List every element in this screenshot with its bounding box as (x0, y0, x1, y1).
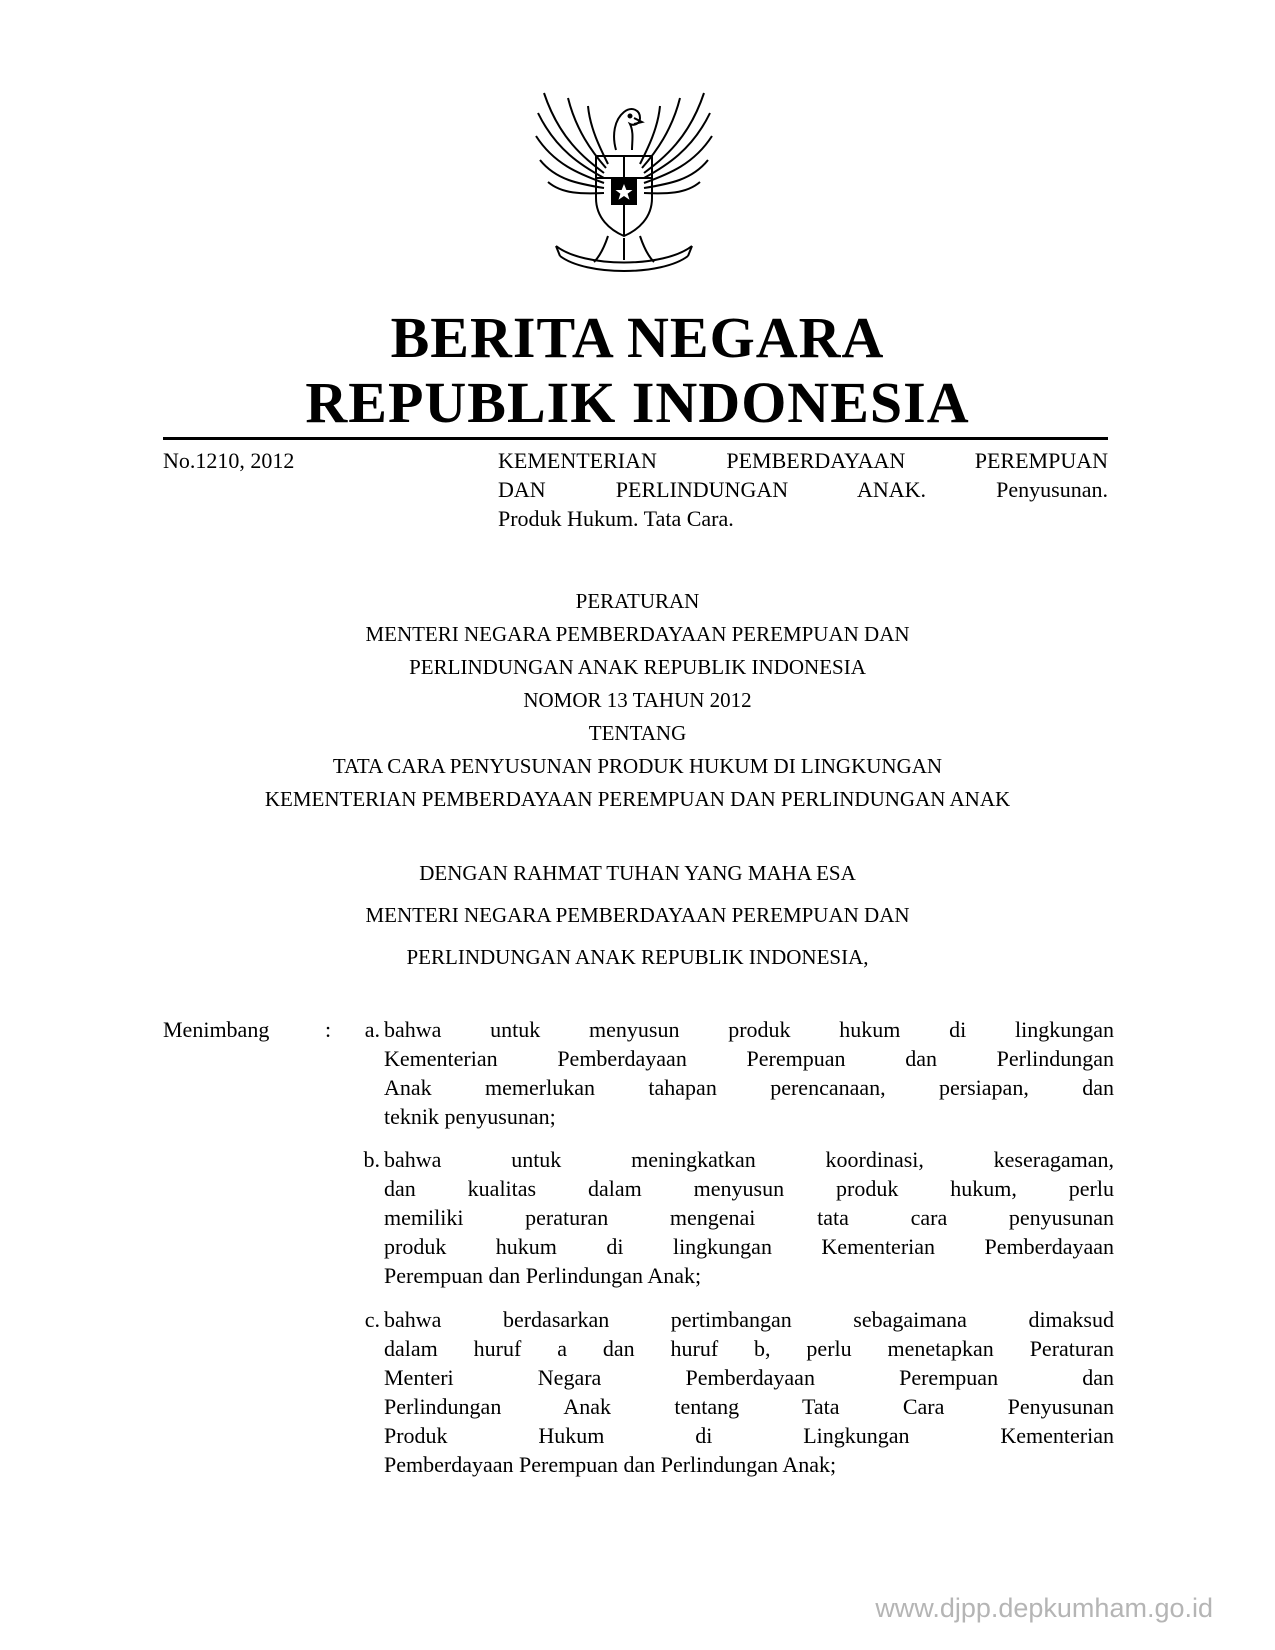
considering-colon: : (325, 1017, 332, 1042)
gazette-subject (498, 446, 1108, 533)
subject-line: Produk Hukum. Tata Cara. (498, 506, 734, 531)
regulation-heading-line: TENTANG (588, 721, 687, 745)
subject-line: KEMENTERIAN PEMBERDAYAAN PEREMPUAN (498, 448, 1108, 473)
item-line: Pemberdayaan Perempuan dan Perlindungan Anak; (384, 1452, 837, 1477)
item-letter: b. (363, 1147, 380, 1172)
item-line: Perlindungan Anak tentang Tata Cara Penyusunan (384, 1394, 1114, 1419)
considering-label: Menimbang (163, 1017, 270, 1042)
item-line: Anak memerlukan tahapan perencanaan, persiapan, dan (384, 1075, 1114, 1100)
regulation-heading-line: TATA CARA PENYUSUNAN PRODUK HUKUM DI LINGKUNGAN (332, 754, 943, 778)
item-letter: c. (364, 1307, 380, 1332)
subject-line: DAN PERLINDUNGAN ANAK. Penyusunan. (498, 477, 1108, 502)
item-body (384, 1015, 1114, 1131)
masthead-line-1: BERITA NEGARA (390, 305, 885, 370)
item-line: produk hukum di lingkungan Kementerian Pemberdayaan (384, 1234, 1114, 1259)
item-line: bahwa untuk menyusun produk hukum di lingkungan (384, 1017, 1114, 1042)
regulation-heading-line: NOMOR 13 TAHUN 2012 (523, 688, 752, 712)
gazette-number: No.1210, 2012 (163, 448, 295, 473)
item-line: dalam huruf a dan huruf b, perlu menetapkan Peraturan (384, 1336, 1114, 1361)
item-line: bahwa untuk meningkatkan koordinasi, keseragaman, (384, 1147, 1114, 1172)
source-watermark: www.djpp.depkumham.go.id (875, 1593, 1213, 1623)
masthead-divider (163, 437, 1108, 440)
item-letter: a. (364, 1017, 380, 1042)
regulation-heading-line: MENTERI NEGARA PEMBERDAYAAN PEREMPUAN DAN (365, 622, 910, 646)
preamble-line: DENGAN RAHMAT TUHAN YANG MAHA ESA (419, 861, 856, 885)
item-line: dan kualitas dalam menyusun produk hukum, perlu (384, 1176, 1114, 1201)
garuda-pancasila-emblem-icon (534, 78, 714, 278)
item-line: memiliki peraturan mengenai tata cara penyusunan (384, 1205, 1114, 1230)
item-line: Menteri Negara Pemberdayaan Perempuan dan (384, 1365, 1114, 1390)
item-line: teknik penyusunan; (384, 1104, 556, 1129)
masthead-line-2: REPUBLIK INDONESIA (305, 370, 970, 435)
regulation-heading (0, 585, 1275, 816)
regulation-heading-line: PERLINDUNGAN ANAK REPUBLIK INDONESIA (409, 655, 866, 679)
regulation-heading-line: PERATURAN (575, 589, 700, 613)
item-body (384, 1145, 1114, 1290)
item-line: Perempuan dan Perlindungan Anak; (384, 1263, 702, 1288)
item-body (384, 1305, 1114, 1479)
preamble-line: PERLINDUNGAN ANAK REPUBLIK INDONESIA, (406, 945, 869, 969)
preamble (0, 852, 1275, 978)
item-line: bahwa berdasarkan pertimbangan sebagaimana dimaksud (384, 1307, 1114, 1332)
item-line: Produk Hukum di Lingkungan Kementerian (384, 1423, 1114, 1448)
item-line: Kementerian Pemberdayaan Perempuan dan Perlindungan (384, 1046, 1114, 1071)
regulation-heading-line: KEMENTERIAN PEMBERDAYAAN PEREMPUAN DAN PERLINDUNGAN ANAK (264, 787, 1011, 811)
preamble-line: MENTERI NEGARA PEMBERDAYAAN PEREMPUAN DAN (365, 903, 910, 927)
